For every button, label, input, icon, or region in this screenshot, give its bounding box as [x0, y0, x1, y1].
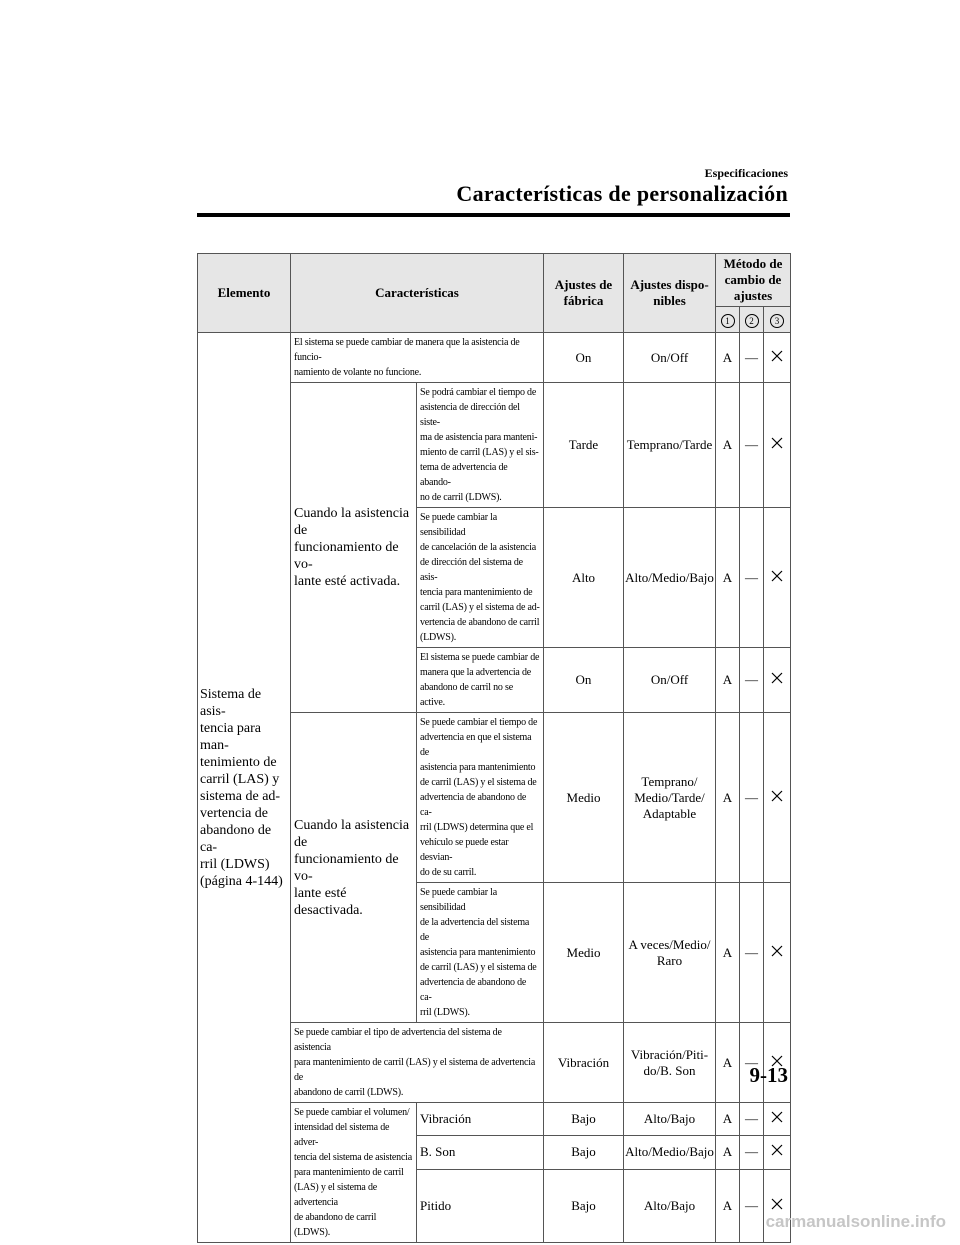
circled-number-3: 3	[770, 314, 784, 328]
available-values: A veces/Medio/ Raro	[624, 883, 716, 1023]
method-col-3	[764, 307, 791, 333]
volume-option: Vibración	[417, 1103, 544, 1136]
method-dash: —	[740, 508, 764, 648]
method-a: A	[716, 383, 740, 508]
customization-table	[197, 253, 791, 1243]
method-a: A	[716, 333, 740, 383]
factory-value: Bajo	[544, 1103, 624, 1136]
method-a: A	[716, 648, 740, 713]
method-dash: —	[740, 648, 764, 713]
row-description: Se puede cambiar la sensibilidad de cancelación de la asistencia de dirección del sistema de asis- tencia para mantenimiento de carril (LAS) y el sistema de ad- vertencia de abandono de carril (LDWS).	[417, 508, 544, 648]
group-inactive-label: Cuando la asistencia de funcionamiento de vo- lante esté desactivada.	[291, 713, 417, 1023]
volume-option: Pitido	[417, 1169, 544, 1242]
factory-value: Medio	[544, 713, 624, 883]
available-values: Alto/Medio/Bajo	[624, 1136, 716, 1169]
method-a: A	[716, 713, 740, 883]
header-element: Elemento	[198, 254, 291, 333]
available-values: On/Off	[624, 333, 716, 383]
watermark: carmanualsonline.info	[765, 1212, 946, 1231]
factory-value: Vibración	[544, 1023, 624, 1103]
method-x-icon	[764, 333, 791, 383]
method-dash: —	[740, 1023, 764, 1103]
circled-number-2: 2	[745, 314, 759, 328]
available-values: On/Off	[624, 648, 716, 713]
method-col-2	[740, 307, 764, 333]
row-description: Se podrá cambiar el tiempo de asistencia de dirección del siste- ma de asistencia para manteni- miento de carril (LAS) y el sis- tema de advertencia de abando- no de carril (LDWS).	[417, 383, 544, 508]
row-description: Se puede cambiar el tipo de advertencia del sistema de asistencia para mantenimiento de carril (LAS) y el sistema de advertencia de abandono de carril (LDWS).	[291, 1023, 544, 1103]
section-label: Especificaciones	[704, 166, 788, 180]
method-dash: —	[740, 1169, 764, 1242]
method-x-icon	[764, 508, 791, 648]
method-a: A	[716, 1169, 740, 1242]
method-dash: —	[740, 1103, 764, 1136]
method-x-icon	[764, 1103, 791, 1136]
method-x-icon	[764, 648, 791, 713]
factory-value: Medio	[544, 883, 624, 1023]
factory-value: Alto	[544, 508, 624, 648]
row-description: El sistema se puede cambiar de manera que la advertencia de abandono de carril no se active.	[417, 648, 544, 713]
method-dash: —	[740, 713, 764, 883]
circled-number-1: 1	[721, 314, 735, 328]
element-label: Sistema de asis- tencia para man- tenimiento de carril (LAS) y sistema de ad- vertencia de abandono de ca- rril (LDWS) (página 4-144)	[198, 333, 291, 1243]
method-dash: —	[740, 883, 764, 1023]
page-number: 9-13	[749, 1063, 788, 1087]
method-x-icon	[764, 1136, 791, 1169]
available-values: Temprano/ Medio/Tarde/ Adaptable	[624, 713, 716, 883]
method-col-1	[716, 307, 740, 333]
row-description: El sistema se puede cambiar de manera que la asistencia de funcio- namiento de volante no funcione.	[291, 333, 544, 383]
method-a: A	[716, 1023, 740, 1103]
factory-value: Bajo	[544, 1136, 624, 1169]
factory-value: On	[544, 648, 624, 713]
method-dash: —	[740, 383, 764, 508]
method-x-icon	[764, 883, 791, 1023]
factory-value: Tarde	[544, 383, 624, 508]
method-a: A	[716, 508, 740, 648]
group-active-label: Cuando la asistencia de funcionamiento de vo- lante esté activada.	[291, 383, 417, 713]
available-values: Alto/Bajo	[624, 1103, 716, 1136]
page-title: Características de personalización	[456, 181, 788, 206]
volume-description: Se puede cambiar el volumen/ intensidad del sistema de adver- tencia del sistema de asistencia para mantenimiento de carril (LAS) y el sistema de advertencia de abandono de carril (LDWS).	[291, 1103, 417, 1243]
available-values: Alto/Medio/Bajo	[624, 508, 716, 648]
available-values: Vibración/Piti- do/B. Son	[624, 1023, 716, 1103]
header-available: Ajustes dispo- nibles	[624, 254, 716, 333]
method-dash: —	[740, 333, 764, 383]
method-dash: —	[740, 1136, 764, 1169]
table-row	[198, 333, 791, 383]
factory-value: Bajo	[544, 1169, 624, 1242]
header-method: Método de cambio de ajustes	[716, 254, 791, 307]
factory-value: On	[544, 333, 624, 383]
header-features: Características	[291, 254, 544, 333]
available-values: Alto/Bajo	[624, 1169, 716, 1242]
title-rule	[197, 213, 790, 217]
row-description: Se puede cambiar el tiempo de advertencia en que el sistema de asistencia para mantenimiento de carril (LAS) y el sistema de advertencia de abandono de ca- rril (LDWS) determina que el vehículo se puede estar desvian- do de su carril.	[417, 713, 544, 883]
header-factory: Ajustes de fábrica	[544, 254, 624, 333]
method-x-icon	[764, 383, 791, 508]
method-a: A	[716, 1103, 740, 1136]
volume-option: B. Son	[417, 1136, 544, 1169]
row-description: Se puede cambiar la sensibilidad de la advertencia del sistema de asistencia para mantenimiento de carril (LAS) y el sistema de advertencia de abandono de ca- rril (LDWS).	[417, 883, 544, 1023]
available-values: Temprano/Tarde	[624, 383, 716, 508]
method-a: A	[716, 883, 740, 1023]
method-x-icon	[764, 713, 791, 883]
method-a: A	[716, 1136, 740, 1169]
